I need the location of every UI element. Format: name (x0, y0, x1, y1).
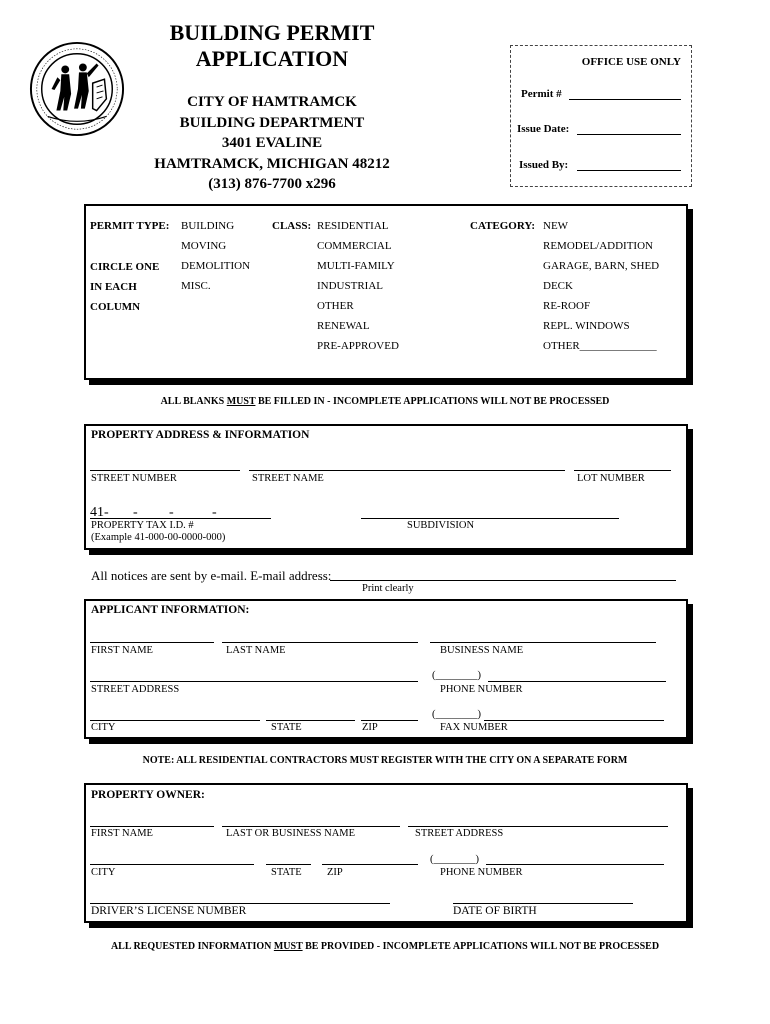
tax-id-dash: - (212, 505, 217, 520)
title-line-2: APPLICATION (195, 46, 349, 71)
street-address: 3401 EVALINE (221, 135, 323, 151)
date-of-birth-field[interactable] (453, 903, 633, 904)
applicant-box (84, 599, 688, 739)
tax-id-label: PROPERTY TAX I.D. # (91, 520, 194, 531)
applicant-city-field[interactable] (90, 720, 260, 721)
class-label: CLASS: (272, 220, 312, 232)
owner-phone-field[interactable] (486, 864, 664, 865)
subdivision-field[interactable] (361, 518, 619, 519)
applicant-business-name-label: BUSINESS NAME (440, 645, 524, 656)
owner-zip-field[interactable] (322, 864, 418, 865)
permit-type-option[interactable]: MOVING (181, 240, 227, 252)
owner-last-name-field[interactable] (222, 826, 400, 827)
applicant-section-title: APPLICANT INFORMATION: (91, 604, 250, 616)
instruction-line-3: COLUMN (90, 301, 141, 313)
category-option[interactable]: REPL. WINDOWS (543, 320, 630, 332)
class-option[interactable]: OTHER (317, 300, 354, 312)
applicant-phone-area-code[interactable]: (________) (432, 670, 481, 681)
tax-id-dash: - (169, 505, 174, 520)
subdivision-label: SUBDIVISION (407, 520, 475, 531)
email-hint: Print clearly (362, 583, 414, 594)
issued-by-field[interactable] (577, 170, 681, 171)
lot-number-field[interactable] (574, 470, 671, 471)
applicant-street-address-label: STREET ADDRESS (91, 684, 180, 695)
applicant-fax-field[interactable] (484, 720, 664, 721)
permit-number-label: Permit # (521, 88, 562, 100)
owner-phone-label: PHONE NUMBER (440, 867, 523, 878)
owner-last-name-label: LAST OR BUSINESS NAME (226, 828, 356, 839)
department-phone: (313) 876-7700 x296 (208, 176, 336, 192)
applicant-zip-label: ZIP (362, 722, 378, 733)
category-option[interactable]: REMODEL/ADDITION (543, 240, 653, 252)
tax-id-dash: - (133, 505, 138, 520)
page-title (130, 20, 414, 72)
city-name: CITY OF HAMTRAMCK (187, 94, 357, 110)
permit-type-option[interactable]: MISC. (181, 280, 211, 292)
property-section-title: PROPERTY ADDRESS & INFORMATION (91, 429, 310, 441)
category-option[interactable]: RE-ROOF (543, 300, 591, 312)
tax-id-field[interactable] (90, 518, 271, 519)
applicant-last-name-field[interactable] (222, 642, 418, 643)
applicant-phone-label: PHONE NUMBER (440, 684, 523, 695)
issue-date-label: Issue Date: (517, 123, 570, 135)
office-use-box (510, 45, 692, 187)
issued-by-label: Issued By: (519, 159, 569, 171)
department-address (130, 92, 414, 195)
category-option[interactable]: OTHER______________ (543, 340, 657, 352)
applicant-last-name-label: LAST NAME (226, 645, 286, 656)
issue-date-field[interactable] (577, 134, 681, 135)
class-option[interactable]: PRE-APPROVED (317, 340, 399, 352)
applicant-zip-field[interactable] (361, 720, 418, 721)
permit-type-option[interactable]: BUILDING (181, 220, 235, 232)
category-label: CATEGORY: (470, 220, 536, 232)
lot-number-label: LOT NUMBER (577, 473, 645, 484)
applicant-business-name-field[interactable] (430, 642, 656, 643)
permit-type-option[interactable]: DEMOLITION (181, 260, 251, 272)
category-option[interactable]: GARAGE, BARN, SHED (543, 260, 660, 272)
tax-id-prefix: 41- (90, 505, 109, 520)
applicant-phone-field[interactable] (488, 681, 666, 682)
notice-contractors: NOTE: ALL RESIDENTIAL CONTRACTORS MUST REGISTER WITH THE CITY ON A SEPARATE FORM (142, 755, 628, 766)
city-seal-icon (28, 40, 126, 138)
tax-id-example: (Example 41-000-00-0000-000) (91, 532, 226, 543)
office-use-heading: OFFICE USE ONLY (581, 56, 681, 68)
department-name: BUILDING DEPARTMENT (179, 114, 365, 131)
street-number-label: STREET NUMBER (91, 473, 177, 484)
owner-zip-label: ZIP (327, 867, 343, 878)
owner-phone-area-code[interactable]: (________) (430, 854, 479, 865)
class-option[interactable]: INDUSTRIAL (317, 280, 383, 292)
class-option[interactable]: MULTI-FAMILY (317, 260, 395, 272)
owner-street-address-label: STREET ADDRESS (415, 828, 504, 839)
owner-city-label: CITY (91, 867, 116, 878)
owner-state-field[interactable] (266, 864, 311, 865)
owner-street-address-field[interactable] (408, 826, 668, 827)
owner-city-field[interactable] (90, 864, 254, 865)
applicant-first-name-label: FIRST NAME (91, 645, 153, 656)
title-line-1: BUILDING PERMIT (169, 20, 375, 45)
owner-state-label: STATE (271, 867, 302, 878)
applicant-fax-label: FAX NUMBER (440, 722, 508, 733)
date-of-birth-label: DATE OF BIRTH (453, 905, 537, 917)
instruction-line-2: IN EACH (90, 281, 137, 293)
class-option[interactable]: RENEWAL (317, 320, 370, 332)
street-name-field[interactable] (249, 470, 565, 471)
owner-first-name-label: FIRST NAME (91, 828, 153, 839)
city-state-zip: HAMTRAMCK, MICHIGAN 48212 (154, 155, 390, 172)
drivers-license-field[interactable] (90, 903, 390, 904)
street-name-label: STREET NAME (252, 473, 324, 484)
class-option[interactable]: RESIDENTIAL (317, 220, 389, 232)
notice-all-requested: ALL REQUESTED INFORMATION MUST BE PROVIDED - INCOMPLETE APPLICATIONS WILL NOT BE PROCESSED (110, 941, 660, 952)
property-owner-box (84, 783, 688, 923)
owner-first-name-field[interactable] (90, 826, 214, 827)
applicant-first-name-field[interactable] (90, 642, 214, 643)
permit-type-label: PERMIT TYPE: (90, 220, 170, 232)
email-label: All notices are sent by e-mail. E-mail address: (91, 568, 332, 583)
applicant-city-label: CITY (91, 722, 116, 733)
applicant-state-label: STATE (271, 722, 302, 733)
notice-all-blanks: ALL BLANKS MUST BE FILLED IN - INCOMPLETE APPLICATIONS WILL NOT BE PROCESSED (160, 396, 610, 407)
street-number-field[interactable] (90, 470, 240, 471)
category-option[interactable]: DECK (543, 280, 573, 292)
class-option[interactable]: COMMERCIAL (317, 240, 392, 252)
email-field[interactable] (330, 580, 676, 581)
permit-number-field[interactable] (569, 99, 681, 100)
applicant-street-address-field[interactable] (90, 681, 418, 682)
instruction-line-1: CIRCLE ONE (90, 261, 160, 273)
category-option[interactable]: NEW (543, 220, 569, 232)
applicant-state-field[interactable] (266, 720, 355, 721)
drivers-license-label: DRIVER’S LICENSE NUMBER (91, 905, 247, 917)
owner-section-title: PROPERTY OWNER: (91, 789, 205, 801)
applicant-fax-area-code[interactable]: (________) (432, 709, 481, 720)
